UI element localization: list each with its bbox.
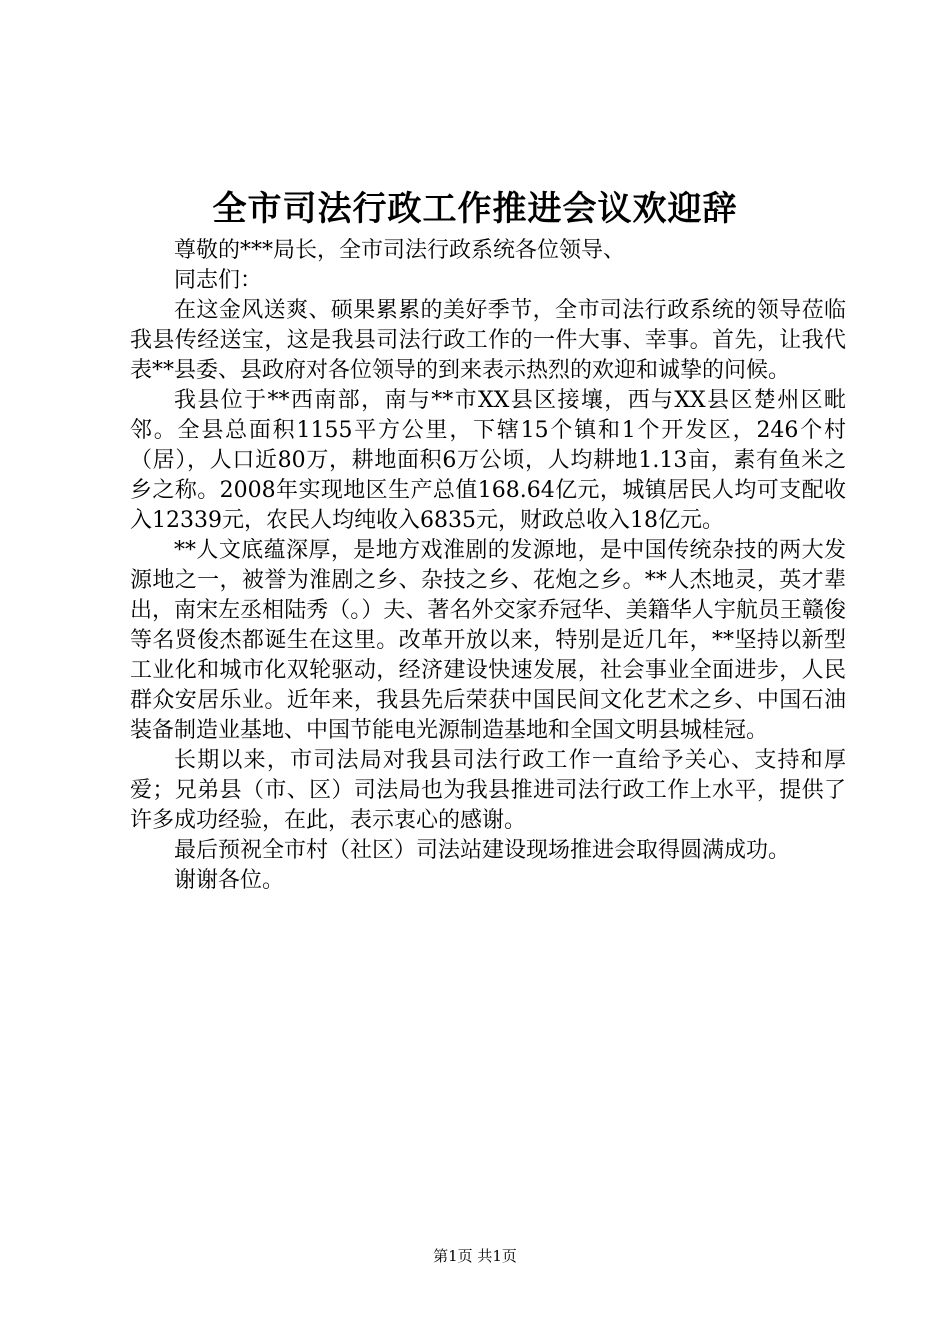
page-number: 第1页 共1页 xyxy=(433,1247,517,1265)
paragraph-welcome: 在这金风送爽、硕果累累的美好季节，全市司法行政系统的领导莅临我县传经送宝，这是我县司法行政工作的一件大事、幸事。首先，让我代表**县委、县政府对各位领导的到来表示热烈的欢迎和诚挚的问候。 xyxy=(130,298,846,383)
paragraph-county-overview: 我县位于**西南部，南与**市XX县区接壤，西与XX县区楚州区毗邻。全县总面积1155平方公里，下辖15个镇和1个开发区，246个村（居），人口近80万，耕地面积6万公顷，人均耕地1.13亩，素有鱼米之乡之称。2008年实现地区生产总值168.64亿元，城镇居民人均可支配收入12339元，农民人均纯收入6835元，财政总收入18亿元。 xyxy=(130,388,847,533)
closing-line: 谢谢各位。 xyxy=(174,868,285,893)
paragraph-wishes: 最后预祝全市村（社区）司法站建设现场推进会取得圆满成功。 xyxy=(174,838,791,863)
paragraph-culture: **人文底蕴深厚，是地方戏淮剧的发源地，是中国传统杂技的两大发源地之一，被誉为淮剧之乡、杂技之乡、花炮之乡。**人杰地灵，英才辈出，南宋左丞相陆秀（。）夫、著名外交家乔冠华、美籍华人宇航员王赣俊等名贤俊杰都诞生在这里。改革开放以来，特别是近几年，**坚持以新型工业化和城市化双轮驱动，经济建设快速发展，社会事业全面进步，人民群众安居乐业。近年来，我县先后荣获中国民间文化艺术之乡、中国石油装备制造业基地、中国节能电光源制造基地和全国文明县城桂冠。 xyxy=(130,538,846,743)
salutation-line-2: 同志们： xyxy=(174,268,263,293)
document-title: 全市司法行政工作推进会议欢迎辞 xyxy=(212,189,738,229)
paragraph-thanks: 长期以来，市司法局对我县司法行政工作一直给予关心、支持和厚爱；兄弟县（市、区）司法局也为我县推进司法行政工作上水平，提供了许多成功经验，在此，表示衷心的感谢。 xyxy=(130,748,846,833)
salutation-line-1: 尊敬的***局长，全市司法行政系统各位领导、 xyxy=(174,238,626,263)
document-body xyxy=(130,236,846,896)
